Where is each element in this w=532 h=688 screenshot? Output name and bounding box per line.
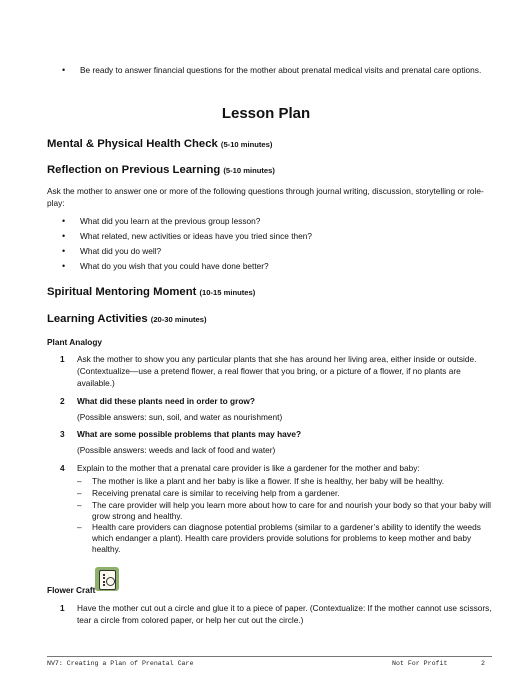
dash-symbol: – [77,476,82,486]
bullet-symbol: • [62,65,66,75]
item-text: Have the mother cut out a circle and glue it to a piece of paper. (Contextualize: If the mother cannot use scissors, tear a circle from colored paper, or help her cut out the circle.) [77,603,492,625]
footer-page-number: 2 [481,660,485,667]
dash-symbol: – [77,500,82,510]
dash-text: Receiving prenatal care is similar to receiving help from a gardener. [92,488,340,498]
bullet-symbol: • [62,246,66,256]
dash-text: The mother is like a plant and her baby is like a flower. If she is healthy, her baby will be healthy. [92,476,445,486]
item-number: 3 [60,429,65,439]
bullet-symbol: • [62,216,66,226]
item-number: 2 [60,396,65,406]
possible-answers: (Possible answers: weeds and lack of food and water) [77,445,276,455]
reflection-heading [47,164,275,176]
dash-text: Health care providers can diagnose potential problems (similar to a gardener’s ability to identify the weeds which endanger a plant). Health care providers provide solutions for problems to keep mother and baby healthy. [92,522,481,554]
learning-heading [47,313,207,325]
footer-not-for-profit: Not For Profit [392,660,448,667]
spiritual-time: (10-15 minutes) [199,288,256,297]
health-check-heading [47,138,272,150]
flower-craft-heading: Flower Craft [47,585,96,595]
item-number: 1 [60,354,65,364]
dash-text: The care provider will help you learn more about how to care for and nourish your body so that your baby will grow strong and healthy. [92,500,491,521]
reflection-title: Reflection on Previous Learning [47,164,221,176]
health-check-title: Mental & Physical Health Check [47,138,218,150]
dash-symbol: – [77,488,82,498]
learning-title: Learning Activities [47,313,148,325]
item-number: 1 [60,603,65,613]
bullet-text: What related, new activities or ideas have you tried since then? [80,231,312,241]
footer-doc-title: NV7: Creating a Plan of Prenatal Care [47,660,194,667]
bullet-symbol: • [62,261,66,271]
lesson-plan-title: Lesson Plan [221,105,311,122]
item-text: What did these plants need in order to grow? [77,396,255,406]
spiritual-heading [47,286,255,298]
item-text: Explain to the mother that a prenatal care provider is like a gardener for the mother and baby: [77,463,420,473]
possible-answers: (Possible answers: sun, soil, and water as nourishment) [77,412,283,422]
bullet-text: What did you learn at the previous group lesson? [80,216,261,226]
bullet-text: What did you do well? [80,246,162,256]
item-number: 4 [60,463,65,473]
plant-analogy-heading: Plant Analogy [47,337,103,347]
health-check-time: (5-10 minutes) [220,140,273,149]
dash-symbol: – [77,522,82,532]
learning-time: (20-30 minutes) [150,315,207,324]
reflection-time: (5-10 minutes) [223,166,275,175]
item-text: What are some possible problems that plants may have? [77,429,302,439]
bullet-text: Be ready to answer financial questions for the mother about prenatal medical visits and prenatal care options. [80,65,482,75]
spiritual-title: Spiritual Mentoring Moment [47,286,197,298]
journal-icon [95,567,119,591]
item-text: Ask the mother to show you any particular plants that she has around her living area, either inside or outside. (Contextualize—use a pretend flower, a real flower that you bring, or a picture of a flower, if no plants are available.) [77,354,477,388]
footer-divider [47,656,492,657]
bullet-symbol: • [62,231,66,241]
reflection-intro: Ask the mother to answer one or more of the following questions through journal writing, discussion, storytelling or role-play: [47,186,484,208]
bullet-text: What do you wish that you could have done better? [80,261,269,271]
